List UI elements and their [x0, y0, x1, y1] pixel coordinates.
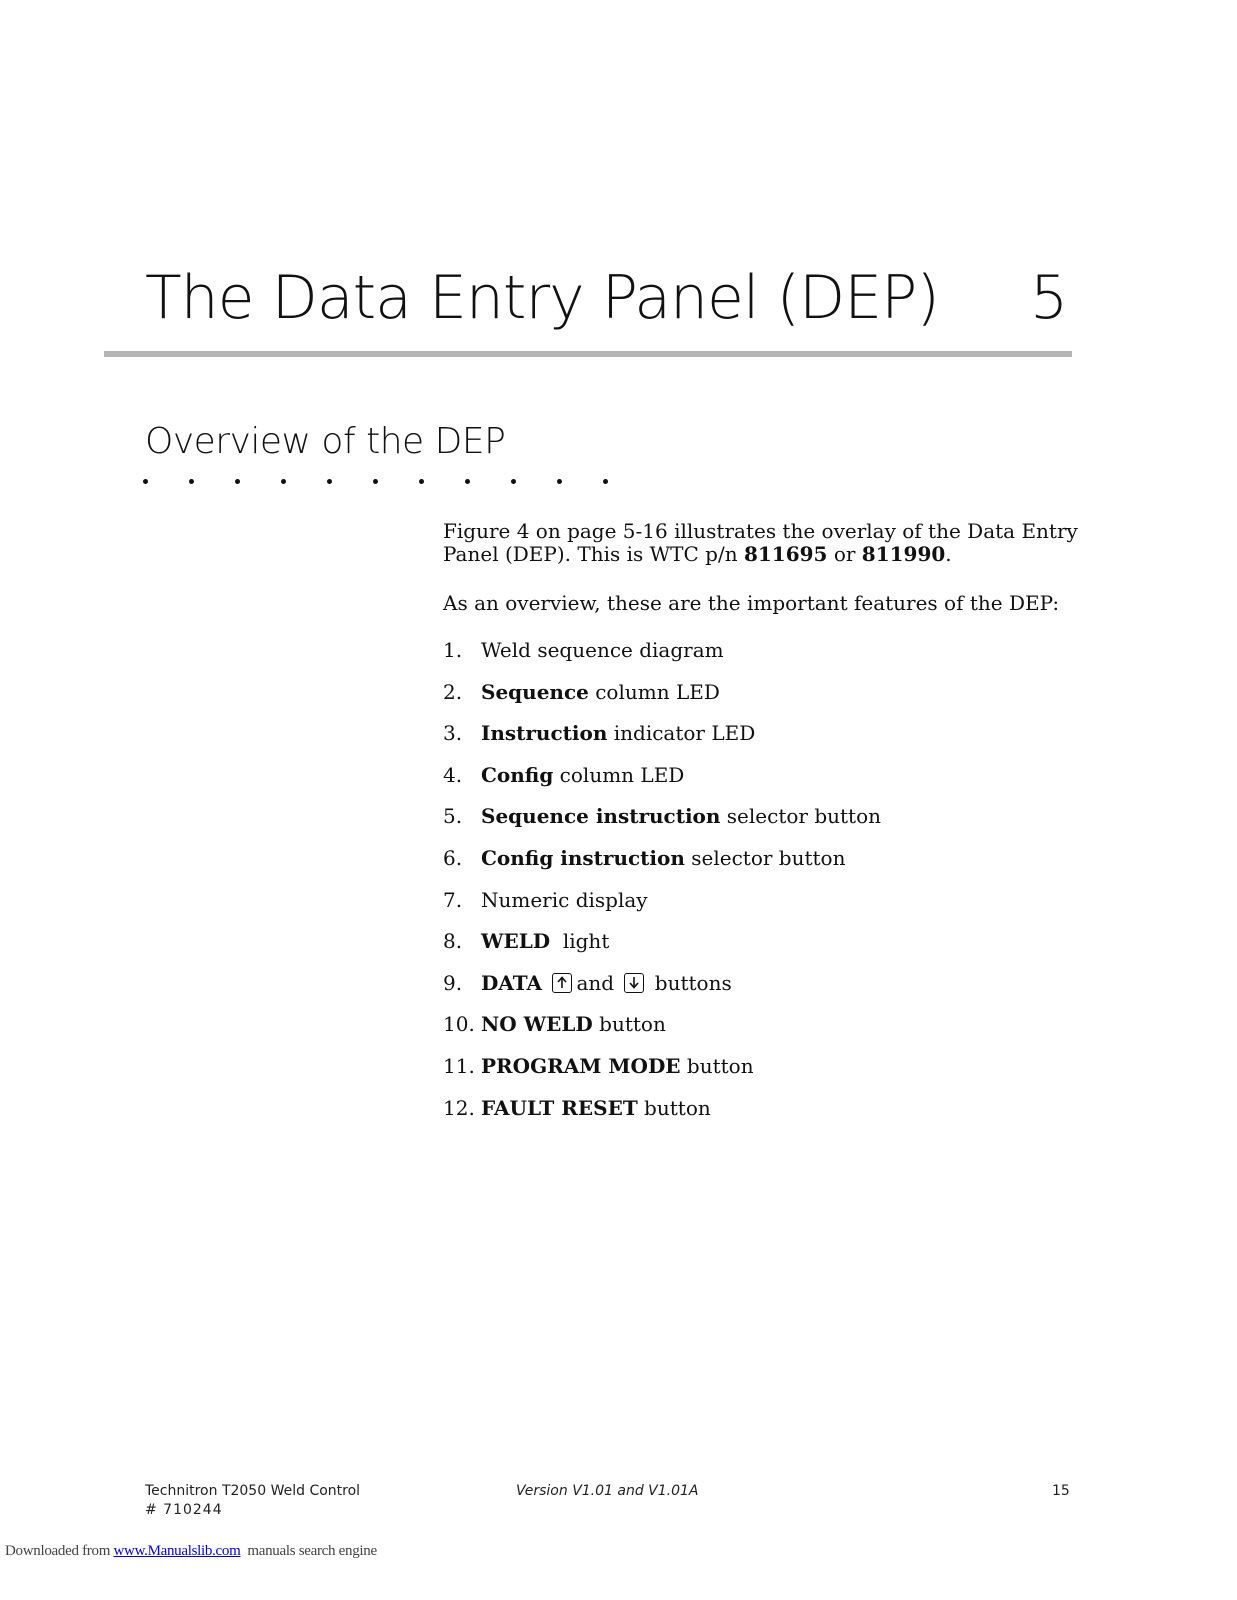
- intro-paragraph-1: [443, 520, 1083, 566]
- list-item-text: Numeric display: [481, 887, 648, 912]
- list-item: [443, 971, 1083, 1013]
- download-suffix: manuals search engine: [240, 1543, 377, 1559]
- feature-list: [443, 638, 1083, 1137]
- arrow-down-key-icon: [624, 973, 644, 993]
- section-title: Overview of the DEP: [145, 421, 506, 462]
- list-item-number: 1.: [443, 638, 463, 662]
- list-item: [443, 721, 1083, 763]
- list-item: [443, 888, 1083, 930]
- chapter-rule: [104, 351, 1072, 357]
- leader-dot: [557, 479, 562, 484]
- leader-dot: [511, 479, 516, 484]
- list-item-number: 5.: [443, 804, 463, 829]
- list-item: [443, 763, 1083, 805]
- list-item-text: WELD light: [481, 929, 610, 954]
- part-number-1: 811695: [743, 542, 828, 566]
- list-item: [443, 846, 1083, 888]
- list-item-number: 8.: [443, 929, 463, 954]
- intro-text: Figure 4 on page 5-16 illustrates the overlay of the Data Entry Panel (DEP). This is WTC p/n: [443, 519, 1078, 566]
- list-item-number: 6.: [443, 845, 463, 870]
- list-item: [443, 1012, 1083, 1054]
- leader-dot: [189, 479, 194, 484]
- intro-period: .: [945, 542, 952, 566]
- intro-paragraph-2: As an overview, these are the important features of the DEP:: [443, 591, 1060, 615]
- list-item-text: Sequence column LED: [481, 679, 720, 704]
- manualslib-link[interactable]: www.Manualslib.com: [113, 1543, 241, 1559]
- list-item-text: Sequence instruction selector button: [481, 804, 882, 829]
- list-item: [443, 804, 1083, 846]
- list-item: [443, 638, 1083, 680]
- list-item-text: Config instruction selector button: [481, 845, 846, 870]
- list-item: [443, 1054, 1083, 1096]
- chapter-number: 5: [1030, 263, 1069, 333]
- list-item-text: NO WELD button: [481, 1012, 666, 1037]
- download-line: [5, 1543, 377, 1560]
- footer-doc-number: # 710244: [145, 1502, 223, 1518]
- list-item-number: 10.: [443, 1012, 475, 1037]
- intro-or: or: [827, 542, 862, 566]
- list-item-number: 4.: [443, 762, 463, 787]
- list-item: [443, 680, 1083, 722]
- list-item-text: Weld sequence diagram: [481, 638, 724, 662]
- leader-dot: [603, 479, 608, 484]
- footer-version: Version V1.01 and V1.01A: [516, 1483, 699, 1499]
- list-item-number: 3.: [443, 721, 463, 746]
- list-item-text: Config column LED: [481, 762, 685, 787]
- footer-product: Technitron T2050 Weld Control: [145, 1483, 361, 1499]
- list-item-number: 12.: [443, 1095, 475, 1120]
- leader-dot: [235, 479, 240, 484]
- leader-dot: [327, 479, 332, 484]
- chapter-title: The Data Entry Panel (DEP): [145, 263, 939, 333]
- arrow-up-key-icon: [552, 973, 572, 993]
- leader-dot: [419, 479, 424, 484]
- section-dot-leader: [143, 479, 613, 487]
- leader-dot: [373, 479, 378, 484]
- footer-page-number: 15: [1052, 1483, 1070, 1499]
- list-item-text: PROGRAM MODE button: [481, 1053, 754, 1078]
- leader-dot: [143, 479, 148, 484]
- list-item-number: 2.: [443, 679, 463, 704]
- list-item-text: DATA and buttons: [481, 970, 732, 995]
- part-number-2: 811990: [861, 542, 946, 566]
- leader-dot: [465, 479, 470, 484]
- list-item-number: 7.: [443, 887, 463, 912]
- list-item-number: 11.: [443, 1053, 475, 1078]
- list-item-number: 9.: [443, 970, 463, 995]
- download-prefix: Downloaded from: [5, 1543, 114, 1559]
- list-item-text: Instruction indicator LED: [481, 721, 756, 746]
- footer-left: [145, 1482, 360, 1520]
- leader-dot: [281, 479, 286, 484]
- list-item: [443, 1096, 1083, 1138]
- list-item-text: FAULT RESET button: [481, 1095, 711, 1120]
- list-item: [443, 929, 1083, 971]
